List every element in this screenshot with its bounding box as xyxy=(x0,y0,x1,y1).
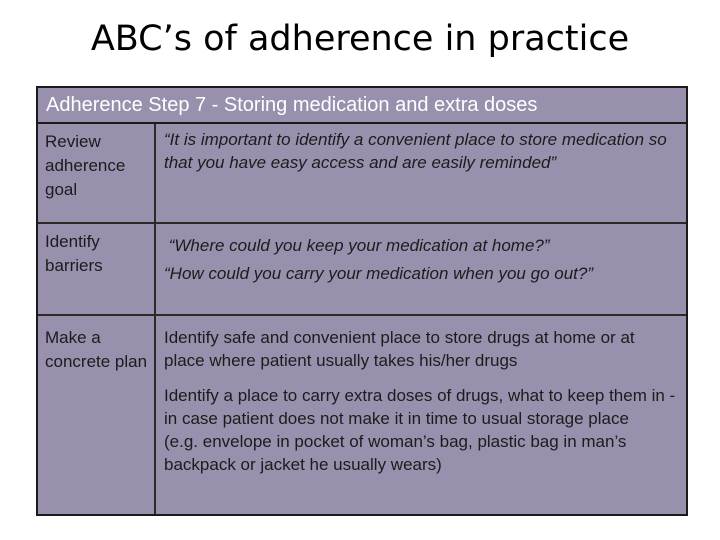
barrier-question-home: “Where could you keep your medication at home?” xyxy=(164,236,550,255)
row-label-concrete-plan: Make a concrete plan xyxy=(38,316,156,514)
barrier-question-out: “How could you carry your medication when you go out?” xyxy=(164,264,593,283)
plan-extra-doses: Identify a place to carry extra doses of drugs, what to keep them in - in case patient does not make it in time to usual storage place xyxy=(164,386,676,428)
table-row-identify-barriers xyxy=(38,224,686,316)
adherence-step-table xyxy=(36,86,688,516)
table-header: Adherence Step 7 - Storing medication and extra doses xyxy=(38,88,686,124)
row-label-identify-barriers: Identify barriers xyxy=(38,224,156,314)
goal-quote: “It is important to identify a convenient place to store medication so that you have easy access and are easily reminded” xyxy=(164,130,667,172)
slide-title: ABC’s of adherence in practice xyxy=(90,19,630,59)
row-label-review-goal: Review adherence goal xyxy=(38,124,156,222)
plan-store-place: Identify safe and convenient place to store drugs at home or at place where patient usually takes his/her drugs xyxy=(164,328,635,370)
table-row-concrete-plan xyxy=(38,316,686,514)
plan-example: (e.g. envelope in pocket of woman’s bag, plastic bag in man’s backpack or jacket he usually wears) xyxy=(164,432,627,474)
row-content-review-goal xyxy=(156,124,686,222)
row-content-concrete-plan xyxy=(156,316,686,514)
row-content-identify-barriers xyxy=(156,224,686,314)
table-row-review-goal xyxy=(38,124,686,224)
